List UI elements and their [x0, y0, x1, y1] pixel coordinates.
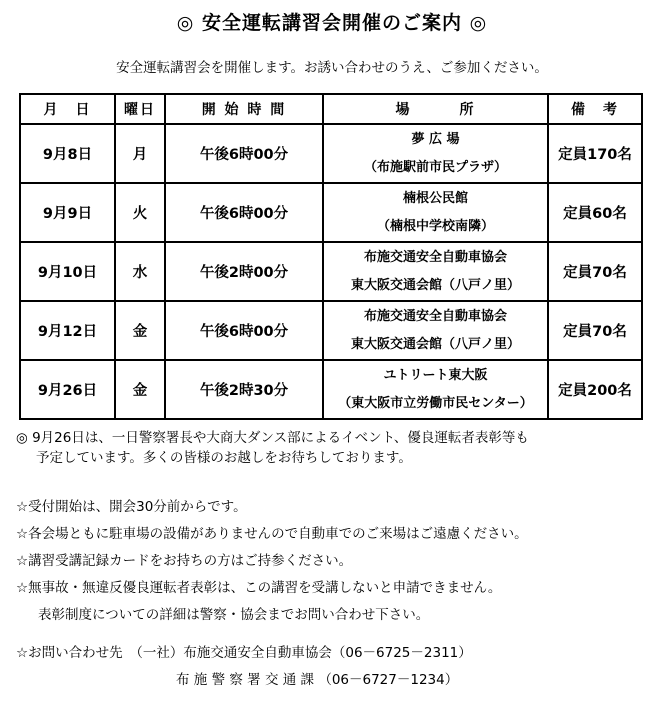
cell-day: 火 [115, 183, 165, 242]
place-name: ユトリート東大阪 [383, 367, 488, 383]
list-item: ☆無事故・無違反優良運転者表彰は、この講習を受講しないと申請できません。 [16, 580, 502, 596]
cell-time: 午後6時00分 [165, 301, 323, 360]
cell-day: 金 [115, 301, 165, 360]
cell-remarks: 定員60名 [548, 183, 642, 242]
header-start-time: 開 始 時 間 [165, 94, 323, 124]
table-row [20, 301, 642, 360]
cell-time: 午後6時00分 [165, 124, 323, 183]
cell-date: 9月26日 [20, 360, 115, 419]
cell-date: 9月10日 [20, 242, 115, 301]
contact-line-association: ☆お問い合わせ先 （一社）布施交通安全自動車協会（06－6725－2311） [16, 645, 472, 661]
cell-place [323, 360, 548, 419]
place-name: 布施交通安全自動車協会 [363, 308, 507, 324]
cell-day: 水 [115, 242, 165, 301]
cell-place [323, 242, 548, 301]
intro-text: 安全運転講習会を開催します。お誘い合わせのうえ、ご参加ください。 [116, 60, 548, 76]
place-detail: （布施駅前市民プラザ） [363, 159, 507, 175]
event-note-line2: 予定しています。多くの皆様のお越しをお待ちしております。 [36, 450, 412, 466]
table-header-row [20, 94, 642, 124]
cell-time: 午後2時00分 [165, 242, 323, 301]
table-row [20, 124, 642, 183]
event-note [16, 428, 529, 468]
place-name: 楠根公民館 [402, 190, 468, 206]
table-row [20, 242, 642, 301]
table-row [20, 360, 642, 419]
header-remarks: 備 考 [548, 94, 642, 124]
cell-date: 9月8日 [20, 124, 115, 183]
contact-info [16, 640, 472, 694]
place-detail: 東大阪交通会館（八戸ノ里） [350, 277, 520, 293]
cell-place [323, 124, 548, 183]
header-place: 場 所 [323, 94, 548, 124]
cell-time: 午後6時00分 [165, 183, 323, 242]
header-date: 月 日 [20, 94, 115, 124]
table-row [20, 183, 642, 242]
cell-date: 9月12日 [20, 301, 115, 360]
place-name: 布施交通安全自動車協会 [363, 249, 507, 265]
place-detail: （楠根中学校南隣） [376, 218, 494, 234]
place-detail: 東大阪交通会館（八戸ノ里） [350, 336, 520, 352]
schedule-table [19, 93, 643, 420]
contact-line-police: 布 施 警 察 署 交 通 課 （06－6727－1234） [176, 672, 459, 688]
cell-time: 午後2時30分 [165, 360, 323, 419]
list-item: ☆各会場ともに駐車場の設備がありませんので自動車でのご来場はご遠慮ください。 [16, 526, 528, 542]
cell-place [323, 183, 548, 242]
event-note-line1: ◎ 9月26日は、一日警察署長や大商大ダンス部によるイベント、優良運転者表彰等も [16, 430, 529, 446]
cell-remarks: 定員170名 [548, 124, 642, 183]
cell-remarks: 定員70名 [548, 242, 642, 301]
cell-day: 月 [115, 124, 165, 183]
cell-remarks: 定員200名 [548, 360, 642, 419]
header-day: 曜日 [115, 94, 165, 124]
list-item: ☆受付開始は、開会30分前からです。 [16, 499, 247, 515]
cell-date: 9月9日 [20, 183, 115, 242]
cell-day: 金 [115, 360, 165, 419]
cell-place [323, 301, 548, 360]
list-item: ☆講習受講記録カードをお持ちの方はご持参ください。 [16, 553, 353, 569]
cell-remarks: 定員70名 [548, 301, 642, 360]
list-item-continuation: 表彰制度についての詳細は警察・協会までお問い合わせ下さい。 [38, 607, 430, 623]
info-list [16, 494, 528, 629]
place-name: 夢 広 場 [411, 131, 460, 147]
page-title: ◎ 安全運転講習会開催のご案内 ◎ [176, 12, 488, 34]
place-detail: （東大阪市立労働市民センター） [338, 395, 533, 411]
